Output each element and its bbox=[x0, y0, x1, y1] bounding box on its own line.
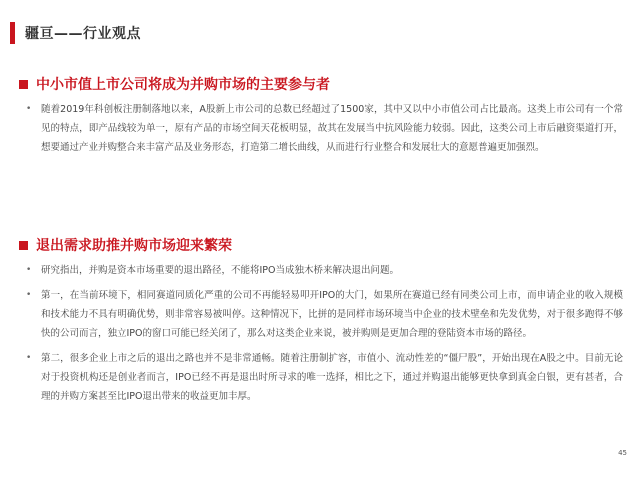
bullet-text: 随着2019年科创板注册制落地以来，A股新上市公司的总数已经超过了1500家，其中又以中小市值公司占比最高。这类上市公司有一个常见的特点，即产品线较为单一，原有产品的市场空间天花板明显，故其在发展当中抗风险能力较弱。因此，这类公司上市后融资渠道打开，想要通过产业并购整合来丰富产品及业务形态，打造第二增长曲线，从而进行行业整合和发展壮大的意愿普遍更加强烈。 bbox=[41, 104, 623, 153]
bullet-text: 第一，在当前环境下，相同赛道同质化严重的公司不再能轻易叩开IPO的大门，如果所在赛道已经有同类公司上市，而申请企业的收入规模和技术能力不具有明确优势，则非常容易被叫停。这种情况下，比拼的是同样市场环境当中企业的技术壁垒和先发优势，对于很多跑得不够快的公司而言，独立IPO的窗口可能已经关闭了，那么对这类企业来说，被并购则是更加合理的登陆资本市场的路径。 bbox=[41, 290, 623, 339]
section-title: 退出需求助推并购市场迎来繁荣 bbox=[36, 238, 232, 254]
header-accent-bar bbox=[10, 22, 15, 44]
section-heading bbox=[19, 235, 623, 255]
bullet-list bbox=[19, 261, 623, 406]
bullet-item bbox=[19, 100, 623, 157]
bullet-item bbox=[19, 261, 623, 280]
bullet-item bbox=[19, 286, 623, 343]
bullet-text: 研究指出，并购是资本市场重要的退出路径，不能将IPO当成独木桥来解决退出问题。 bbox=[41, 265, 400, 276]
page-title: 疆亘——行业观点 bbox=[25, 26, 141, 42]
bullet-item bbox=[19, 349, 623, 406]
section-heading bbox=[19, 74, 623, 94]
page-header bbox=[10, 20, 141, 46]
red-square-icon bbox=[19, 241, 28, 250]
section-exit-demand bbox=[19, 235, 623, 412]
bullet-list bbox=[19, 100, 623, 157]
red-square-icon bbox=[19, 80, 28, 89]
section-smallcap-participants bbox=[19, 74, 623, 157]
bullet-dot-icon: • bbox=[26, 290, 32, 300]
bullet-dot-icon: • bbox=[26, 353, 32, 363]
section-title: 中小市值上市公司将成为并购市场的主要参与者 bbox=[36, 77, 330, 93]
page-number: 45 bbox=[618, 449, 627, 457]
bullet-dot-icon: • bbox=[26, 104, 32, 114]
bullet-text: 第二，很多企业上市之后的退出之路也并不是非常通畅。随着注册制扩容，市值小、流动性差的“僵尸股”，开始出现在A股之中。目前无论对于投资机构还是创业者而言，IPO已经不再是退出时所寻求的唯一选择，相比之下，通过并购退出能够更快拿到真金白银，更有甚者，合理的并购方案甚至比IPO退出带来的收益更加丰厚。 bbox=[41, 353, 623, 402]
bullet-dot-icon: • bbox=[26, 265, 32, 275]
